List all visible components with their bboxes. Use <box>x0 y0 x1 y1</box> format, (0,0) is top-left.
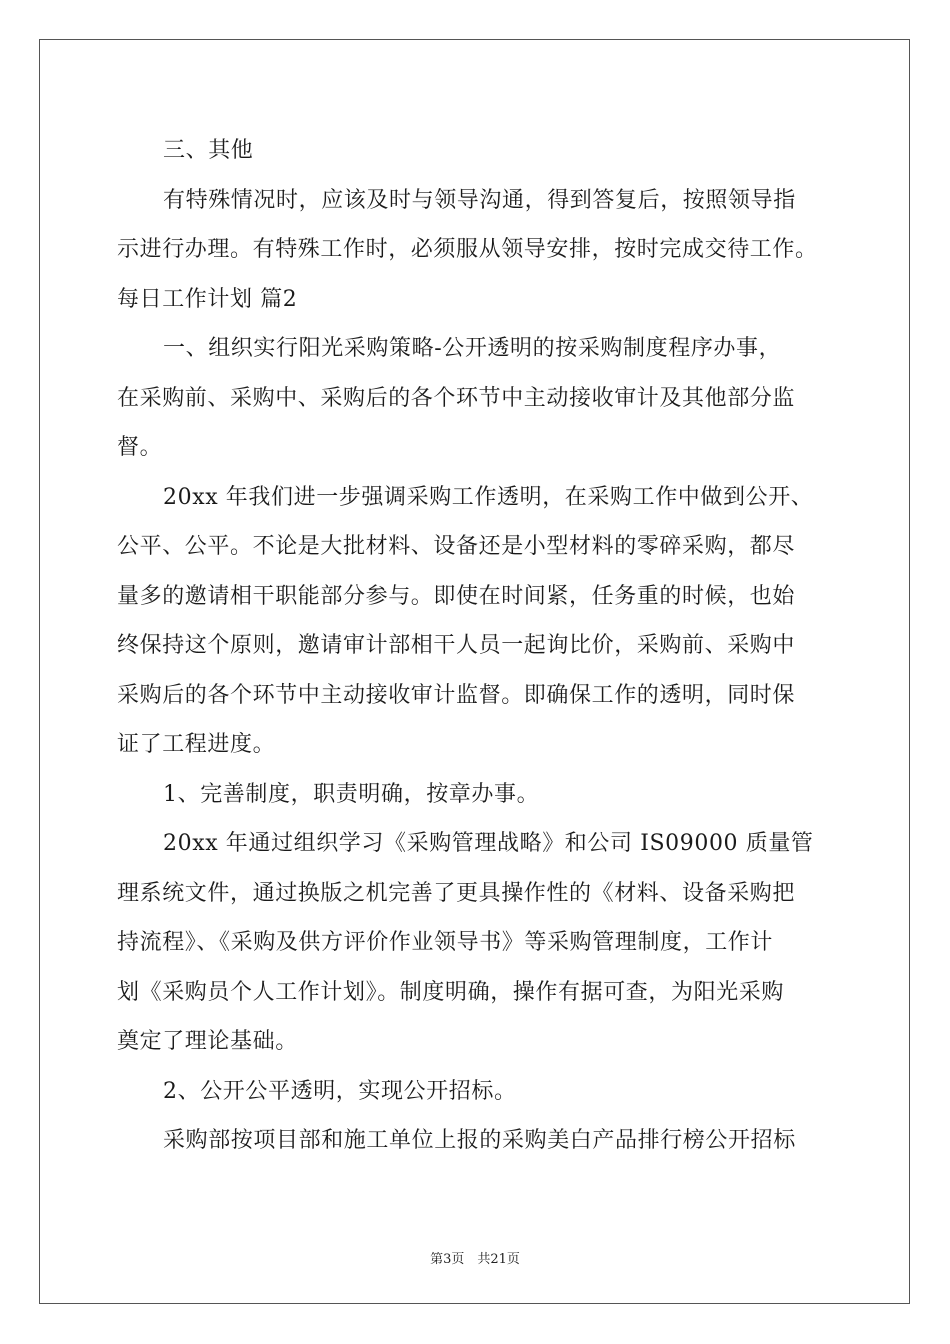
text-line: 公平、公平。不论是大批材料、设备还是小型材料的零碎采购，都尽 <box>117 534 796 559</box>
section-heading: 每日工作计划 篇2 <box>117 286 298 312</box>
text-line: 示进行办理。有特殊工作时，必须服从领导安排，按时完成交待工作。 <box>117 237 818 262</box>
text-line: 一、组织实行阳光采购策略-公开透明的按采购制度程序办事， <box>163 336 782 361</box>
text-line: 持流程》、《采购及供方评价作业领导书》等采购管理制度，工作计 <box>117 930 774 955</box>
text-line: 20xx 年我们进一步强调采购工作透明，在采购工作中做到公开、 <box>163 484 814 510</box>
text-line: 在采购前、采购中、采购后的各个环节中主动接收审计及其他部分监 <box>117 385 796 411</box>
text-line: 有特殊情况时，应该及时与领导沟通，得到答复后，按照领导指 <box>163 187 796 213</box>
text-line: 划《采购员个人工作计划》。制度明确，操作有据可查，为阳光采购 <box>117 979 785 1005</box>
text-line: 终保持这个原则，邀请审计部相干人员一起询比价，采购前、采购中 <box>117 633 796 658</box>
text-line: 20xx 年通过组织学习《采购管理战略》和公司 IS09000 质量管 <box>163 831 814 856</box>
text-line: 采购后的各个环节中主动接收审计监督。即确保工作的透明，同时保 <box>117 682 796 708</box>
page-number-footer: 第3页 共21页 <box>430 1252 520 1267</box>
text-line: 理系统文件，通过换版之机完善了更具操作性的《材料、设备采购把 <box>117 880 796 906</box>
text-line: 三、其他 <box>163 138 254 163</box>
text-line: 督。 <box>117 435 163 460</box>
text-line: 1、完善制度，职责明确，按章办事。 <box>163 781 540 807</box>
text-line: 量多的邀请相干职能部分参与。即使在时间紧，任务重的时候，也始 <box>117 583 796 609</box>
text-line: 证了工程进度。 <box>117 732 276 757</box>
document-body <box>117 126 837 1166</box>
text-line: 2、公开公平透明，实现公开招标。 <box>163 1078 517 1104</box>
text-line: 采购部按项目部和施工单位上报的采购美白产品排行榜公开招标 <box>163 1128 796 1153</box>
text-line: 奠定了理论基础。 <box>117 1029 298 1054</box>
